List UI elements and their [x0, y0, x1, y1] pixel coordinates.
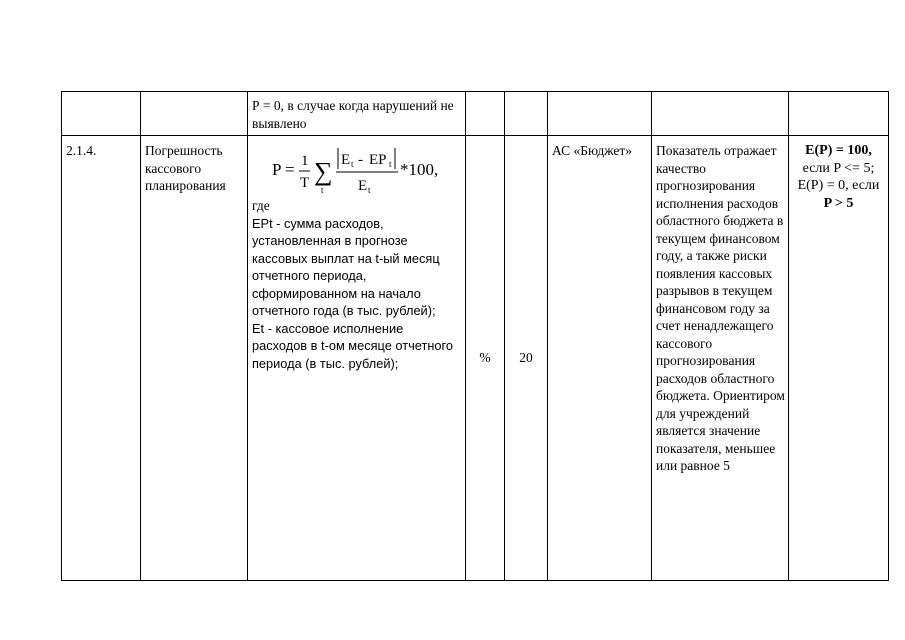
weight-value: 20	[519, 350, 533, 366]
description-cell	[652, 136, 789, 581]
method-cell	[248, 136, 466, 581]
formula-graphic	[248, 142, 464, 197]
num-minus: -	[358, 152, 363, 168]
weight-cell	[505, 136, 548, 581]
indicator-number: 2.1.4.	[66, 143, 97, 158]
sigma-symbol: ∑	[314, 157, 333, 186]
method-text	[248, 197, 465, 372]
den-e-sub: t	[368, 185, 371, 195]
formula-t: T	[300, 175, 310, 191]
evaluation	[789, 136, 888, 212]
table-cell	[548, 92, 652, 136]
evaluation-line-3: E(P) = 0, если	[797, 178, 880, 193]
table-row	[62, 136, 889, 581]
method-continuation-text: Р = 0, в случае когда нарушений не выявлено	[252, 98, 454, 131]
table-cell	[652, 92, 789, 136]
data-source: АС «Бюджет»	[552, 143, 633, 158]
table-cell	[789, 92, 889, 136]
formula-equals: =	[285, 160, 295, 179]
unit-value: %	[479, 350, 491, 366]
den-e: E	[358, 178, 368, 194]
num-ep: EP	[369, 152, 387, 168]
sigma-subscript: t	[321, 185, 324, 195]
table-cell	[466, 92, 505, 136]
formula-tail: *100,	[400, 160, 439, 179]
indicator-number-cell	[62, 136, 141, 581]
method-e-definition: Et - кассовое исполнение расходов в t-ом месяце отчетного периода (в тыс. рублей);	[252, 320, 454, 371]
table-cell	[62, 92, 141, 136]
indicator-name-cell	[141, 136, 248, 581]
evaluation-line-2: если P <= 5;	[802, 160, 875, 176]
table-cell	[141, 92, 248, 136]
indicator-description: Показатель отражает качество прогнозирования исполнения расходов областного бюджета в текущем финансовом году, а также риски появления кассовых разрывов в текущем финансовом году за счет ненадлежащего кассового прогнозирования расходов областного бюджета. Ориентиром для учреждений является значение показателя, меньшее или равное 5	[656, 143, 785, 473]
evaluation-line-4: P > 5	[823, 195, 854, 211]
num-ep-sub: t	[389, 159, 392, 169]
table-row	[62, 92, 889, 136]
indicator-name: Погрешность кассового планирования	[145, 143, 226, 193]
evaluation-cell	[789, 136, 889, 581]
num-e-sub: t	[351, 159, 354, 169]
evaluation-line-1: E(P) = 100,	[805, 143, 872, 158]
num-e: E	[341, 152, 351, 168]
method-ep-definition: EPt - сумма расходов, установленная в прогнозе кассовых выплат на t-ый месяц отчетного периода, сформированном на начало отчетного года (в тыс. рублей);	[252, 215, 440, 318]
source-cell	[548, 136, 652, 581]
table-cell	[248, 92, 466, 136]
formula-lhs: P	[272, 160, 282, 179]
unit-cell	[466, 136, 505, 581]
method-where: где	[252, 198, 270, 213]
formula	[248, 142, 465, 197]
table-cell	[505, 92, 548, 136]
formula-one: 1	[301, 153, 309, 169]
indicators-table	[61, 91, 889, 581]
